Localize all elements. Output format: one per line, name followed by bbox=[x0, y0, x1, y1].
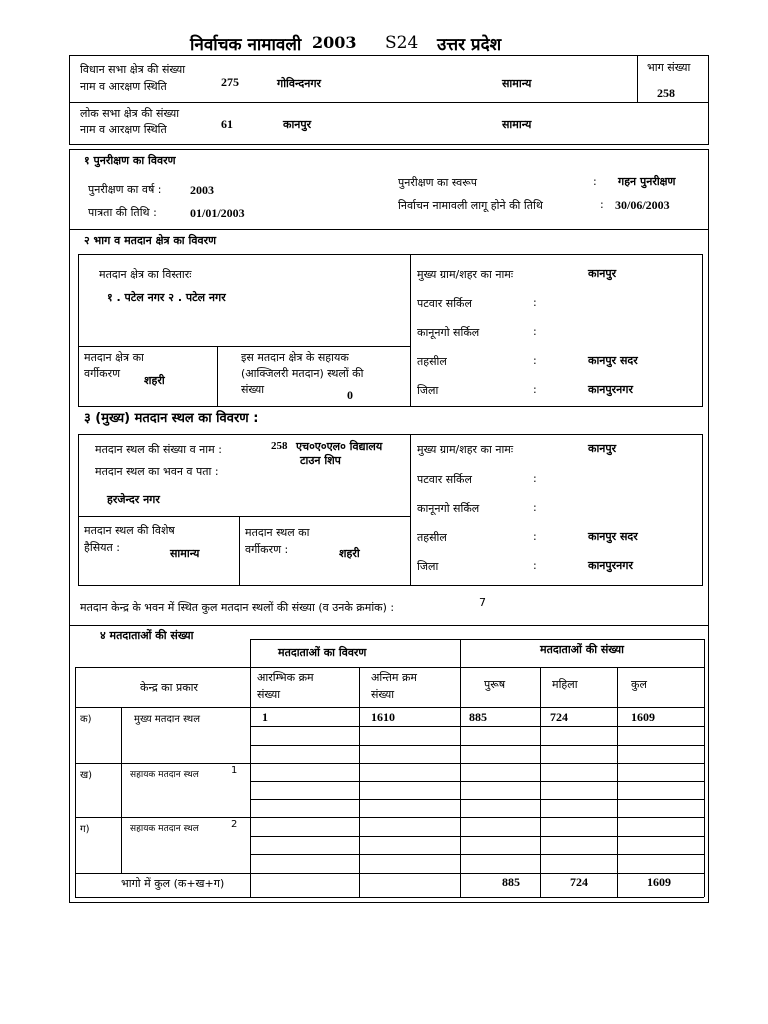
station-classification-label-1: मतदान स्थल का bbox=[245, 526, 310, 539]
station-label: मतदान स्थल की संख्या व नाम : bbox=[95, 443, 222, 456]
station-status-value: सामान्य bbox=[170, 547, 200, 560]
row-label: सहायक मतदान स्थल bbox=[130, 824, 199, 834]
row-prefix: ग) bbox=[80, 824, 90, 835]
loksabha-name: कानपुर bbox=[283, 118, 312, 131]
extent-label: मतदान क्षेत्र का विस्तारः bbox=[99, 268, 192, 281]
station-patwar-label: पटवार सर्किल bbox=[417, 473, 472, 486]
aux-stations-label-1: इस मतदान क्षेत्र के सहायक bbox=[241, 351, 349, 364]
revision-nature-label: पुनरीक्षण का स्वरूप bbox=[398, 176, 478, 189]
col-start-serial-1: आरम्भिक क्रम bbox=[257, 671, 314, 684]
revision-year: 2003 bbox=[190, 183, 214, 197]
loksabha-label-2: नाम व आरक्षण स्थिति bbox=[80, 123, 167, 136]
station-name-1: एच०ए०एल० विद्यालय bbox=[296, 440, 383, 453]
aux-stations-label-3: संख्या bbox=[241, 383, 265, 396]
effective-date-label: निर्वाचन नामावली लागू होने की तिथि bbox=[398, 199, 543, 212]
station-classification-label-2: वर्गीकरण : bbox=[245, 543, 289, 556]
row-start: 1 bbox=[262, 710, 268, 724]
state-code: S24 bbox=[385, 33, 419, 53]
loksabha-reservation: सामान्य bbox=[502, 118, 532, 131]
state-name: उत्तर प्रदेश bbox=[437, 35, 502, 55]
station-village-label: मुख्य ग्राम/शहर का नामः bbox=[417, 443, 514, 456]
colon: : bbox=[593, 175, 597, 188]
section4-heading: ४ मतदाताओं की संख्या bbox=[100, 629, 194, 642]
voter-details-header: मतदाताओं का विवरण bbox=[278, 646, 367, 659]
colon: : bbox=[533, 530, 537, 543]
loksabha-number: 61 bbox=[221, 117, 233, 131]
revision-nature: गहन पुनरीक्षण bbox=[618, 175, 676, 188]
revision-year-label: पुनरीक्षण का वर्ष : bbox=[88, 183, 162, 196]
area-classification-label-1: मतदान क्षेत्र का bbox=[84, 351, 144, 364]
col-female: महिला bbox=[552, 678, 578, 691]
assembly-number: 275 bbox=[221, 75, 239, 89]
part-number: 258 bbox=[657, 86, 675, 100]
colon: : bbox=[533, 559, 537, 572]
colon: : bbox=[533, 501, 537, 514]
station-number: 258 bbox=[271, 440, 288, 452]
colon: : bbox=[533, 383, 537, 396]
assembly-name: गोविन्दनगर bbox=[277, 77, 322, 90]
aux-stations-label-2: (आक्जिलरी मतदान) स्थलों की bbox=[241, 367, 364, 380]
tehsil-value: कानपुर सदर bbox=[588, 354, 638, 367]
colon: : bbox=[533, 354, 537, 367]
station-village-value: कानपुर bbox=[588, 442, 617, 455]
row-index: 1 bbox=[231, 765, 238, 776]
station-status-label-2: हैसियत : bbox=[84, 541, 120, 554]
eligibility-date: 01/01/2003 bbox=[190, 206, 245, 220]
tehsil-label: तहसील bbox=[417, 355, 447, 368]
col-end-serial-1: अन्तिम क्रम bbox=[371, 671, 418, 684]
sum-label: भागो में कुल (क+ख+ग) bbox=[121, 877, 225, 890]
total-stations-label: मतदान केन्द्र के भवन में स्थित कुल मतदान स्थलों की संख्या (व उनके क्रमांक) : bbox=[80, 601, 395, 614]
section2-heading: २ भाग व मतदान क्षेत्र का विवरण bbox=[84, 234, 217, 247]
district-label: जिला bbox=[417, 384, 439, 397]
row-male: 885 bbox=[469, 710, 487, 724]
building-label: मतदान स्थल का भवन व पता : bbox=[95, 465, 219, 478]
col-centre-type: केन्द्र का प्रकार bbox=[140, 681, 199, 694]
row-prefix: क) bbox=[80, 714, 92, 725]
extent-value: १ . पटेल नगर २ . पटेल नगर bbox=[107, 291, 226, 304]
colon: : bbox=[600, 198, 604, 211]
sum-male: 885 bbox=[502, 875, 520, 889]
station-classification-value: शहरी bbox=[339, 547, 360, 560]
effective-date: 30/06/2003 bbox=[615, 198, 670, 212]
assembly-reservation: सामान्य bbox=[502, 77, 532, 90]
sum-female: 724 bbox=[570, 875, 588, 889]
station-tehsil-value: कानपुर सदर bbox=[588, 530, 638, 543]
station-district-label: जिला bbox=[417, 560, 439, 573]
total-stations-value: 7 bbox=[479, 596, 486, 609]
col-total: कुल bbox=[631, 678, 647, 691]
document-year: 2003 bbox=[312, 33, 357, 52]
sum-total: 1609 bbox=[647, 875, 671, 889]
row-index: 2 bbox=[231, 819, 238, 830]
revision-heading: १ पुनरीक्षण का विवरण bbox=[84, 154, 176, 167]
document-title: निर्वाचक नामावली bbox=[190, 35, 302, 55]
col-end-serial-2: संख्या bbox=[371, 688, 395, 701]
row-total: 1609 bbox=[631, 710, 655, 724]
district-value: कानपुरनगर bbox=[588, 383, 633, 396]
row-label: मुख्य मतदान स्थल bbox=[134, 714, 200, 725]
loksabha-label-1: लोक सभा क्षेत्र की संख्या bbox=[80, 107, 180, 120]
station-tehsil-label: तहसील bbox=[417, 531, 447, 544]
station-status-label-1: मतदान स्थल की विशेष bbox=[84, 524, 175, 537]
voter-count-header: मतदाताओं की संख्या bbox=[540, 643, 624, 656]
kanungo-label: कानूनगो सर्किल bbox=[417, 326, 480, 339]
area-classification-value: शहरी bbox=[144, 374, 165, 387]
part-number-label: भाग संख्या bbox=[647, 61, 691, 74]
assembly-label-1: विधान सभा क्षेत्र की संख्या bbox=[80, 63, 186, 76]
row-prefix: ख) bbox=[80, 770, 93, 781]
station-district-value: कानपुरनगर bbox=[588, 559, 633, 572]
station-address: हरजेन्दर नगर bbox=[107, 493, 160, 506]
colon: : bbox=[533, 296, 537, 309]
row-female: 724 bbox=[550, 710, 568, 724]
eligibility-label: पात्रता की तिथि : bbox=[88, 206, 157, 219]
aux-stations-count: 0 bbox=[347, 388, 353, 402]
assembly-label-2: नाम व आरक्षण स्थिति bbox=[80, 80, 167, 93]
section3-heading: ३ (मुख्य) मतदान स्थल का विवरण : bbox=[84, 411, 259, 426]
row-label: सहायक मतदान स्थल bbox=[130, 770, 199, 780]
colon: : bbox=[533, 325, 537, 338]
patwar-label: पटवार सर्किल bbox=[417, 297, 472, 310]
col-start-serial-2: संख्या bbox=[257, 688, 281, 701]
station-name-2: टाउन शिप bbox=[300, 454, 341, 467]
area-classification-label-2: वर्गीकरण bbox=[84, 367, 121, 380]
station-kanungo-label: कानूनगो सर्किल bbox=[417, 502, 480, 515]
colon: : bbox=[533, 472, 537, 485]
col-male: पुरूष bbox=[484, 678, 506, 691]
village-label: मुख्य ग्राम/शहर का नामः bbox=[417, 268, 514, 281]
row-end: 1610 bbox=[371, 710, 395, 724]
village-value: कानपुर bbox=[588, 267, 617, 280]
